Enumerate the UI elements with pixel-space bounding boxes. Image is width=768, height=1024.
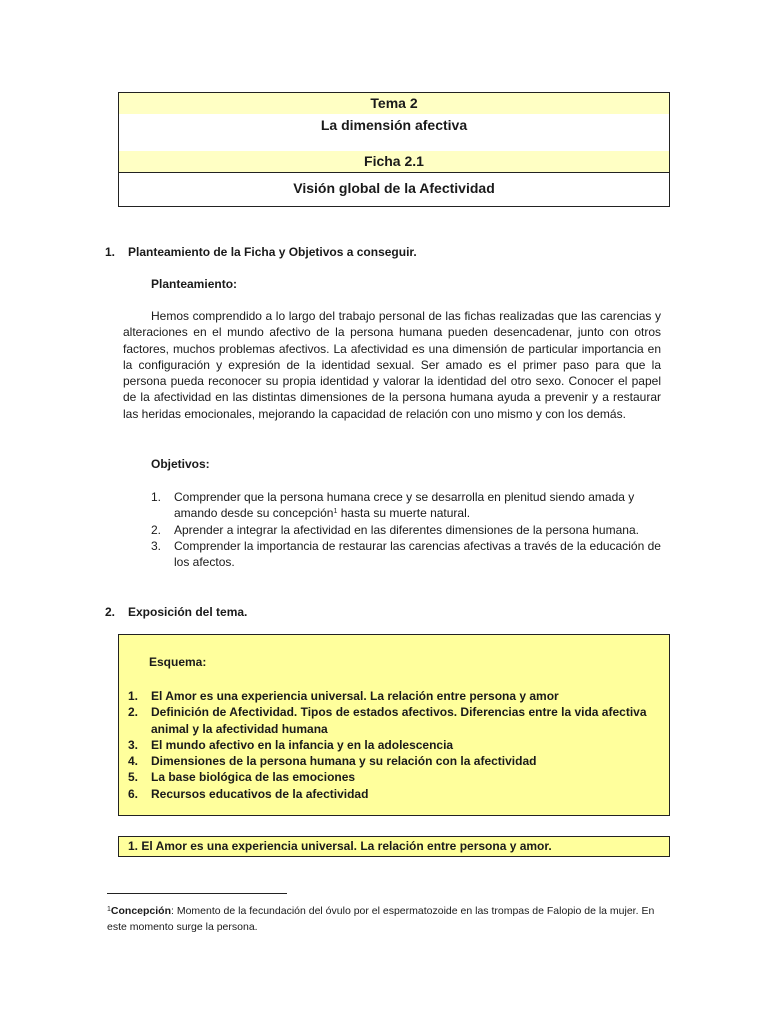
objetivos-list bbox=[151, 489, 663, 570]
list-item-number: 6. bbox=[128, 786, 139, 801]
list-item-number: 3. bbox=[128, 737, 139, 752]
tema-heading: Tema 2 bbox=[119, 93, 669, 114]
list-item-text: El Amor es una experiencia universal. La relación entre persona y amor bbox=[151, 689, 559, 703]
objetivos-heading: Objetivos: bbox=[151, 457, 210, 471]
list-item-number: 4. bbox=[128, 754, 139, 769]
list-item-text: Recursos educativos de la afectividad bbox=[151, 786, 369, 801]
footnote bbox=[107, 903, 655, 935]
list-item bbox=[151, 489, 663, 522]
list-item-number: 5. bbox=[128, 770, 139, 785]
section-2-number: 2. bbox=[105, 605, 116, 619]
ficha-heading: Ficha 2.1 bbox=[119, 151, 669, 172]
footnote-term: Concepción bbox=[110, 905, 171, 917]
list-item bbox=[128, 704, 664, 737]
list-item-text: Dimensiones de la persona humana y su relación con la afectividad bbox=[151, 754, 537, 769]
esquema-heading: Esquema: bbox=[149, 655, 207, 669]
esquema-list bbox=[128, 688, 664, 802]
list-item-text-end: hasta su muerte natural. bbox=[337, 506, 471, 521]
list-item bbox=[128, 737, 664, 753]
footnote-reference: 1 bbox=[333, 508, 338, 516]
list-item-number: 2. bbox=[151, 522, 162, 537]
planteamiento-heading: Planteamiento: bbox=[151, 277, 238, 291]
list-item-number: 1. bbox=[128, 689, 139, 703]
esquema-box bbox=[118, 634, 670, 816]
list-item-text: El mundo afectivo en la infancia y en la adolescencia bbox=[151, 737, 454, 752]
list-item-text: Definición de Afectividad. Tipos de estados afectivos. Diferencias entre la vida afectiva animal y la afectividad humana bbox=[151, 705, 647, 736]
subsection-heading-bar: 1. El Amor es una experiencia universal. La relación entre persona y amor. bbox=[118, 836, 670, 857]
list-item bbox=[151, 538, 663, 571]
list-item bbox=[128, 688, 664, 704]
list-item-text: Comprender que la persona humana crece y se desarrolla en plenitud siendo amada y amando desde su concepción bbox=[174, 490, 635, 521]
section-2-title: Exposición del tema. bbox=[128, 605, 248, 619]
title-box bbox=[118, 92, 670, 207]
list-item bbox=[151, 522, 663, 538]
footnote-text: : Momento de la fecundación del óvulo por el espermatozoide en las trompas de Falopio de la mujer. En este momento surge la persona. bbox=[107, 905, 655, 933]
list-item-number: 2. bbox=[128, 705, 139, 720]
footnote-mark: 1 bbox=[107, 906, 111, 913]
list-item bbox=[128, 786, 664, 802]
list-item bbox=[128, 769, 664, 785]
section-1-title: Planteamiento de la Ficha y Objetivos a conseguir. bbox=[128, 245, 417, 259]
list-item-number: 1. bbox=[151, 490, 162, 504]
list-item bbox=[128, 753, 664, 769]
list-item-text: Aprender a integrar la afectividad en las diferentes dimensiones de la persona humana. bbox=[174, 522, 639, 537]
tema-title: La dimensión afectiva bbox=[320, 117, 468, 133]
planteamiento-paragraph: Hemos comprendido a lo largo del trabajo personal de las fichas realizadas que las carencias y alteraciones en el mundo afectivo de la persona humana pueden desencadenar, junto con otros factores, muchos problemas afectivos. La afectividad es una dimensión de particular importancia en la configuración y expresión de la identidad sexual. Ser amado es el primer paso para que la persona pueda reconocer su propia identidad y valorar la identidad del otro sexo. Conocer el papel de la afectividad en las distintas dimensiones de la persona humana ayuda a prevenir y a restaurar las heridas emocionales, mejorando la capacidad de relación con uno mismo y con los demás. bbox=[123, 309, 661, 421]
list-item-text: La base biológica de las emociones bbox=[151, 770, 356, 785]
footnote-separator bbox=[107, 893, 287, 894]
list-item-number: 3. bbox=[151, 538, 162, 553]
list-item-text: Comprender la importancia de restaurar las carencias afectivas a través de la educación de los afectos. bbox=[174, 538, 661, 570]
section-1-number: 1. bbox=[105, 245, 116, 259]
ficha-title: Visión global de la Afectividad bbox=[119, 172, 669, 206]
